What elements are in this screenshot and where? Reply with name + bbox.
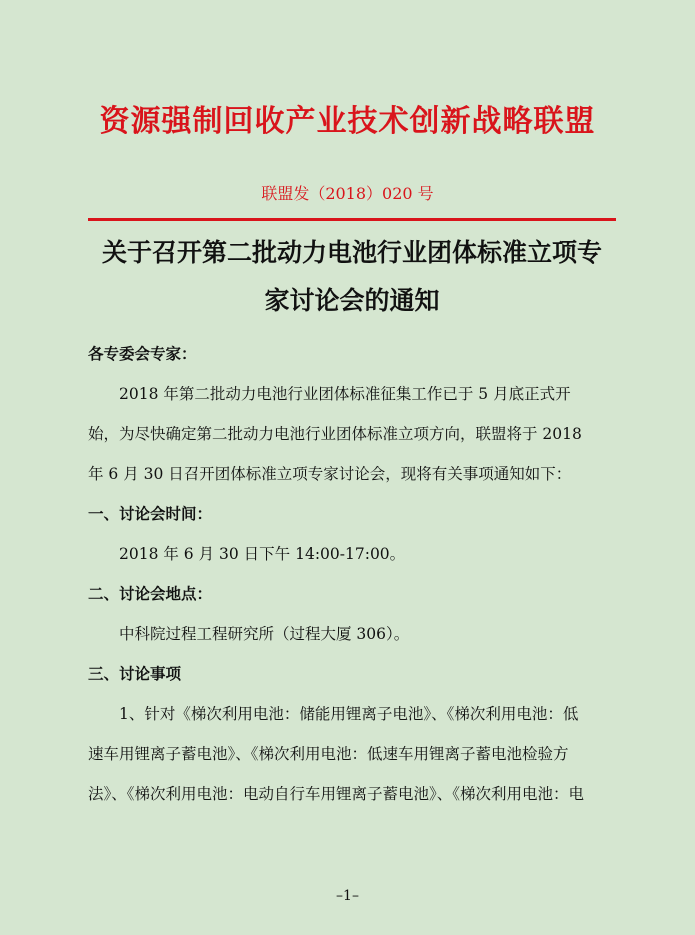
topics-paragraph-line: 法》、《梯次利用电池：电动自行车用锂离子蓄电池》、《梯次利用电池：电 [88, 785, 585, 803]
section-heading-location: 二、讨论会地点： [88, 584, 213, 603]
meeting-location: 中科院过程工程研究所（过程大厦 306）。 [119, 625, 410, 643]
salutation: 各专委会专家： [88, 344, 197, 363]
notice-title [86, 229, 618, 325]
document-number: 联盟发（2018）020 号 [261, 184, 434, 203]
intro-paragraph-line: 始，为尽快确定第二批动力电池行业团体标准立项方向，联盟将于 2018 [88, 425, 582, 443]
notice-body [88, 334, 618, 814]
section-heading-time: 一、讨论会时间： [88, 504, 213, 523]
intro-paragraph-line: 年 6 月 30 日召开团体标准立项专家讨论会，现将有关事项通知如下： [88, 465, 572, 483]
meeting-time: 2018 年 6 月 30 日下午 14:00-17:00。 [119, 545, 406, 563]
red-divider [88, 218, 616, 221]
notice-title-line: 关于召开第二批动力电池行业团体标准立项专 [101, 238, 602, 267]
intro-paragraph-line: 2018 年第二批动力电池行业团体标准征集工作已于 5 月底正式开 [119, 385, 571, 403]
topics-paragraph-line: 1、针对《梯次利用电池：储能用锂离子电池》、《梯次利用电池：低 [119, 705, 579, 723]
page-number: –1– [336, 888, 359, 904]
topics-paragraph-line: 速车用锂离子蓄电池》、《梯次利用电池：低速车用锂离子蓄电池检验方 [88, 745, 569, 763]
notice-title-line: 家讨论会的通知 [264, 286, 440, 315]
section-heading-topics: 三、讨论事项 [88, 664, 182, 683]
organization-name: 资源强制回收产业技术创新战略联盟 [99, 104, 596, 139]
